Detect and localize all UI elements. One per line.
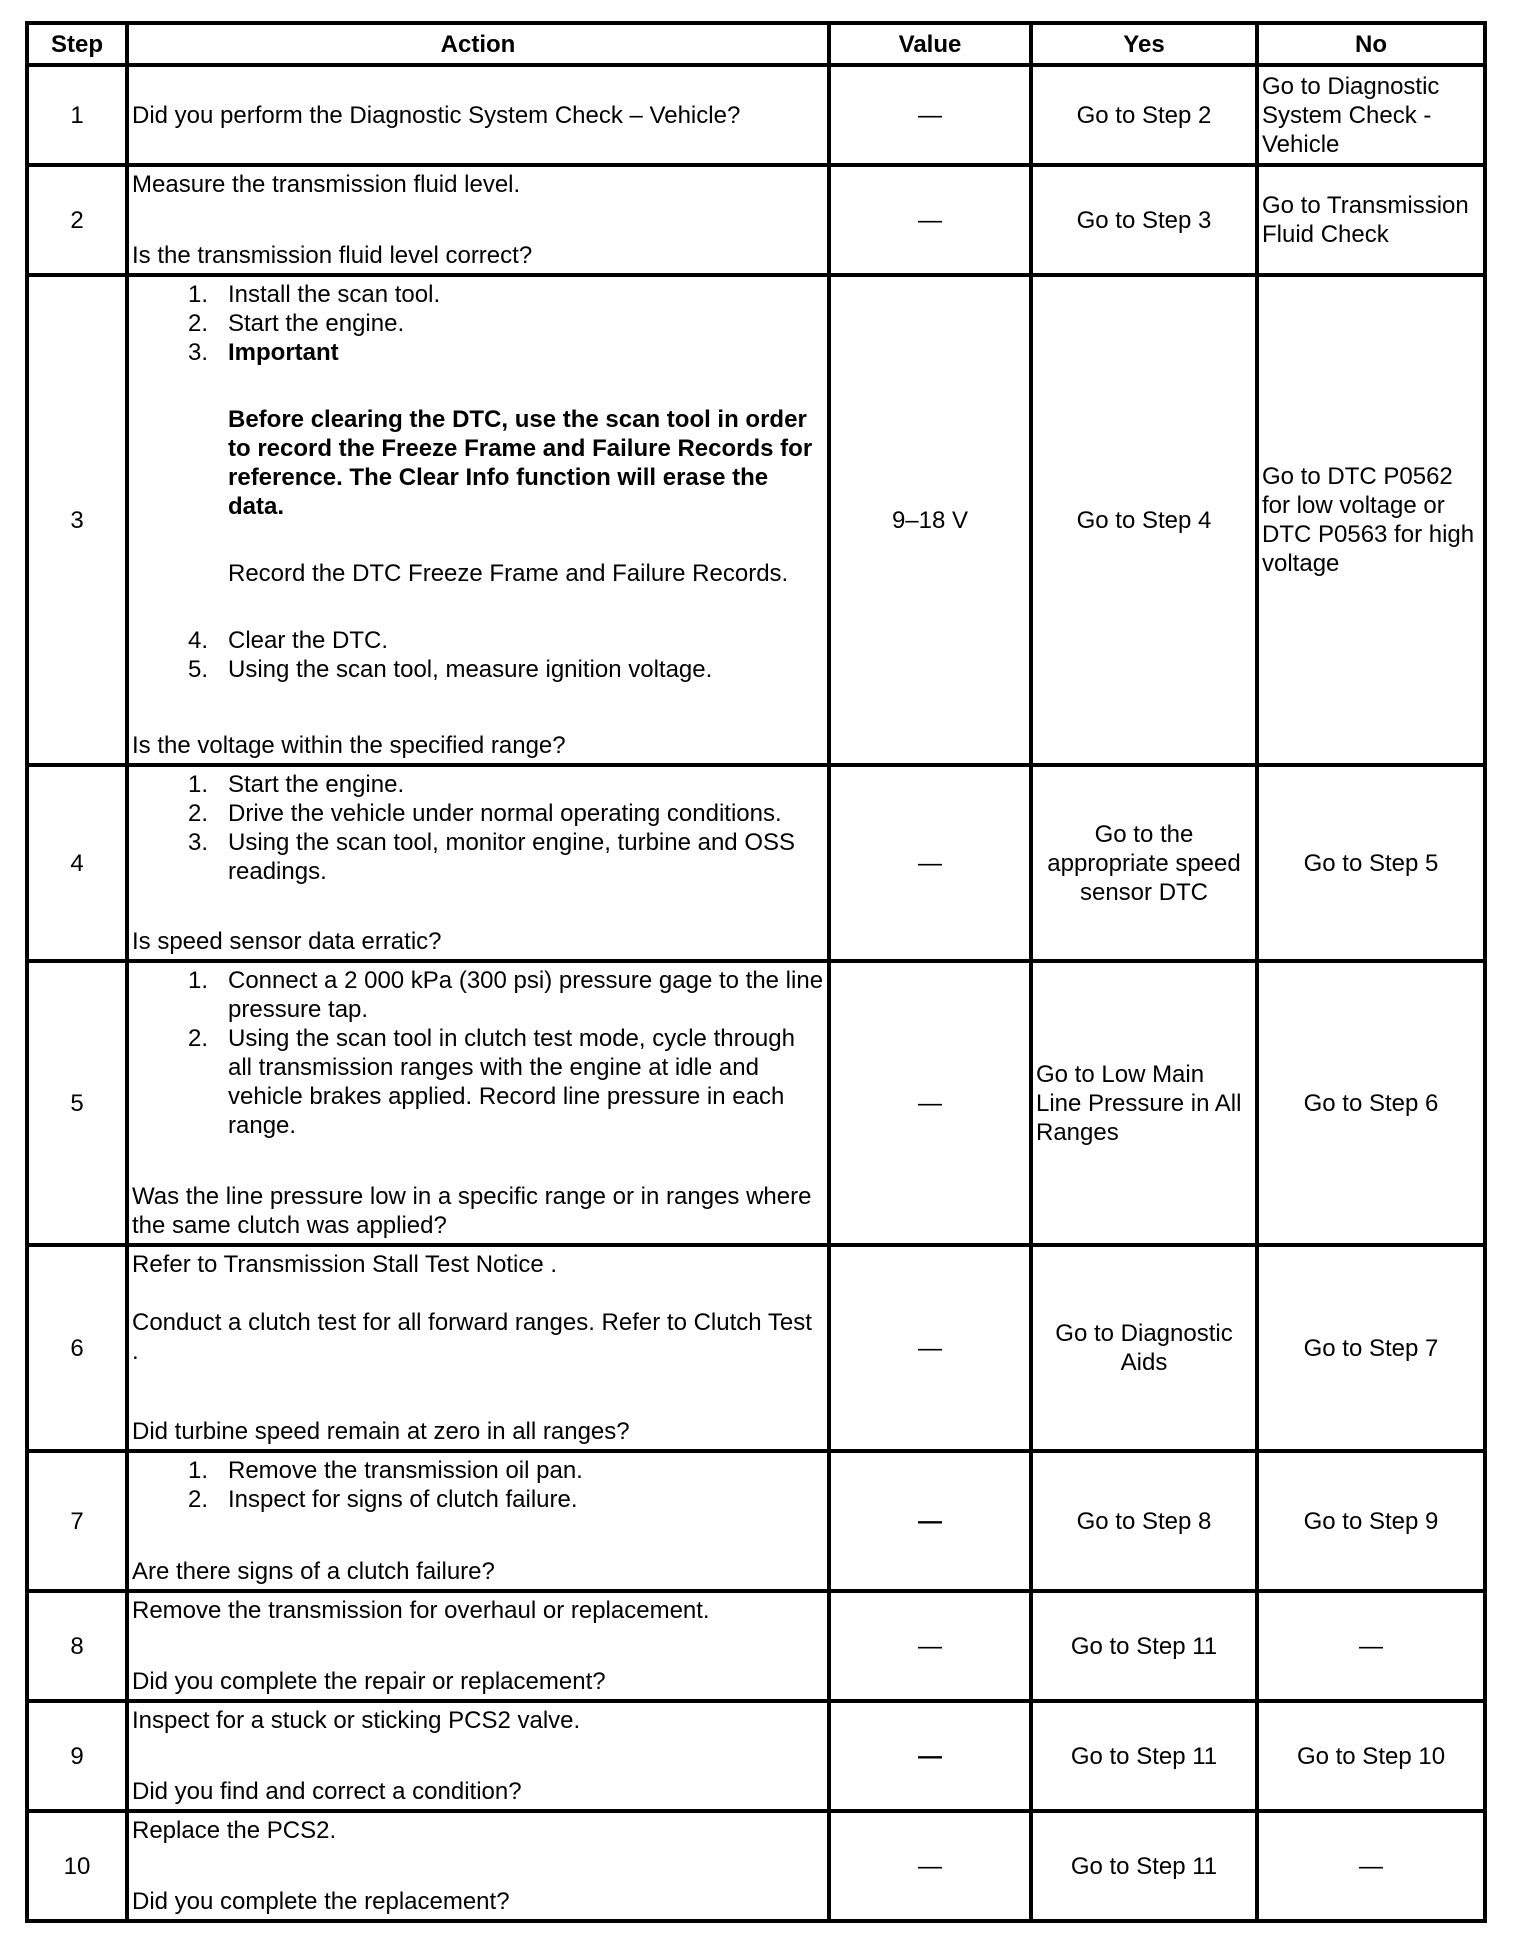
action-cell xyxy=(127,1245,829,1451)
action-question: Are there signs of a clutch failure? xyxy=(132,1558,495,1585)
table-row xyxy=(27,1451,1485,1591)
no-cell: Go to Step 10 xyxy=(1257,1701,1485,1811)
list-item: 1. Install the scan tool. xyxy=(187,281,441,308)
step-number: 10 xyxy=(27,1811,127,1921)
action-text: Conduct a clutch test for all forward ranges. Refer to Clutch Test . xyxy=(132,1309,812,1365)
table-row xyxy=(27,1811,1485,1921)
record-note: Record the DTC Freeze Frame and Failure Records. xyxy=(228,560,789,587)
action-text: Did you perform the Diagnostic System Check – Vehicle? xyxy=(127,65,829,165)
value-cell: — xyxy=(829,1245,1031,1451)
value-cell: — xyxy=(829,1811,1031,1921)
no-cell: Go to Transmission Fluid Check xyxy=(1257,165,1485,275)
step-number: 3 xyxy=(27,275,127,765)
table-row xyxy=(27,1591,1485,1701)
step-number: 9 xyxy=(27,1701,127,1811)
list-item: 1. Remove the transmission oil pan. xyxy=(187,1457,583,1484)
value-cell: — xyxy=(829,165,1031,275)
table-row xyxy=(27,275,1485,765)
yes-cell: Go to Step 11 xyxy=(1031,1811,1257,1921)
list-item: 2. Start the engine. xyxy=(187,310,405,337)
list-item: 3. Using the scan tool, monitor engine, turbine and OSS readings. xyxy=(187,829,795,885)
table-row xyxy=(27,765,1485,961)
action-question: Did you complete the repair or replacement? xyxy=(132,1668,606,1695)
action-cell xyxy=(127,1451,829,1591)
action-list xyxy=(132,770,824,886)
no-cell: Go to DTC P0562 for low voltage or DTC P0563 for high voltage xyxy=(1257,275,1485,765)
list-item: 2. Inspect for signs of clutch failure. xyxy=(187,1486,578,1513)
list-item: 5. Using the scan tool, measure ignition voltage. xyxy=(187,656,713,683)
action-text: Inspect for a stuck or sticking PCS2 valve. xyxy=(132,1707,581,1734)
action-text: Refer to Transmission Stall Test Notice . xyxy=(132,1251,558,1278)
step-number: 1 xyxy=(27,65,127,165)
action-question: Is the transmission fluid level correct? xyxy=(132,242,533,269)
no-cell: Go to Step 5 xyxy=(1257,765,1485,961)
yes-cell: Go to Step 2 xyxy=(1031,65,1257,165)
list-item: 4. Clear the DTC. xyxy=(187,627,389,654)
yes-cell: Go to Step 3 xyxy=(1031,165,1257,275)
important-note: Before clearing the DTC, use the scan tool in order to record the Freeze Frame and Failure Records for reference. The Clear Info function will erase the data. xyxy=(228,406,813,520)
yes-cell: Go to Step 11 xyxy=(1031,1591,1257,1701)
step-number: 8 xyxy=(27,1591,127,1701)
action-cell xyxy=(127,1811,829,1921)
yes-cell: Go to Step 8 xyxy=(1031,1451,1257,1591)
value-cell: — xyxy=(829,961,1031,1245)
table-row xyxy=(27,1701,1485,1811)
value-cell: — xyxy=(829,1451,1031,1591)
header-step: Step xyxy=(27,23,127,65)
diagnostic-table xyxy=(25,21,1487,1923)
step-number: 6 xyxy=(27,1245,127,1451)
no-cell: Go to Step 7 xyxy=(1257,1245,1485,1451)
action-cell xyxy=(127,165,829,275)
value-cell: 9–18 V xyxy=(829,275,1031,765)
action-question: Is the voltage within the specified range? xyxy=(132,732,566,759)
no-cell: — xyxy=(1257,1591,1485,1701)
yes-cell: Go to Low Main Line Pressure in All Ranges xyxy=(1031,961,1257,1245)
table-row xyxy=(27,1245,1485,1451)
action-text: Measure the transmission fluid level. xyxy=(132,171,521,198)
value-cell: — xyxy=(829,765,1031,961)
value-cell: — xyxy=(829,1591,1031,1701)
action-cell xyxy=(127,765,829,961)
list-item: 1. Connect a 2 000 kPa (300 psi) pressure gage to the line pressure tap. xyxy=(187,967,824,1023)
list-item: 2. Using the scan tool in clutch test mode, cycle through all transmission ranges with the engine at idle and vehicle brakes applied. Record line pressure in each range. xyxy=(187,1025,795,1139)
yes-cell: Go to Diagnostic Aids xyxy=(1031,1245,1257,1451)
action-cell xyxy=(127,961,829,1245)
header-no: No xyxy=(1257,23,1485,65)
header-action: Action xyxy=(127,23,829,65)
action-cell xyxy=(127,1701,829,1811)
step-number: 5 xyxy=(27,961,127,1245)
yes-cell: Go to Step 11 xyxy=(1031,1701,1257,1811)
step-number: 2 xyxy=(27,165,127,275)
action-question: Did you find and correct a condition? xyxy=(132,1778,522,1805)
action-cell xyxy=(127,1591,829,1701)
action-list xyxy=(132,966,824,1140)
list-item: 1. Start the engine. xyxy=(187,771,405,798)
action-list xyxy=(132,626,824,684)
list-item: 3. Important xyxy=(187,339,339,366)
table-row xyxy=(27,65,1485,165)
action-question: Did turbine speed remain at zero in all ranges? xyxy=(132,1418,630,1445)
action-question: Did you complete the replacement? xyxy=(132,1888,510,1915)
no-cell: Go to Step 9 xyxy=(1257,1451,1485,1591)
yes-cell: Go to the appropriate speed sensor DTC xyxy=(1031,765,1257,961)
action-question: Was the line pressure low in a specific range or in ranges where the same clutch was applied? xyxy=(132,1183,812,1239)
table-row xyxy=(27,961,1485,1245)
action-text: Replace the PCS2. xyxy=(132,1817,337,1844)
step-number: 4 xyxy=(27,765,127,961)
value-cell: — xyxy=(829,1701,1031,1811)
header-value: Value xyxy=(829,23,1031,65)
header-yes: Yes xyxy=(1031,23,1257,65)
value-cell: — xyxy=(829,65,1031,165)
action-question: Is speed sensor data erratic? xyxy=(132,928,442,955)
yes-cell: Go to Step 4 xyxy=(1031,275,1257,765)
action-cell xyxy=(127,275,829,765)
action-text: Remove the transmission for overhaul or replacement. xyxy=(132,1597,710,1624)
step-number: 7 xyxy=(27,1451,127,1591)
action-list xyxy=(132,280,824,367)
table-row xyxy=(27,165,1485,275)
no-cell: Go to Diagnostic System Check - Vehicle xyxy=(1257,65,1485,165)
action-list xyxy=(132,1456,824,1514)
list-item: 2. Drive the vehicle under normal operating conditions. xyxy=(187,800,782,827)
no-cell: Go to Step 6 xyxy=(1257,961,1485,1245)
no-cell: — xyxy=(1257,1811,1485,1921)
header-row xyxy=(27,23,1485,65)
